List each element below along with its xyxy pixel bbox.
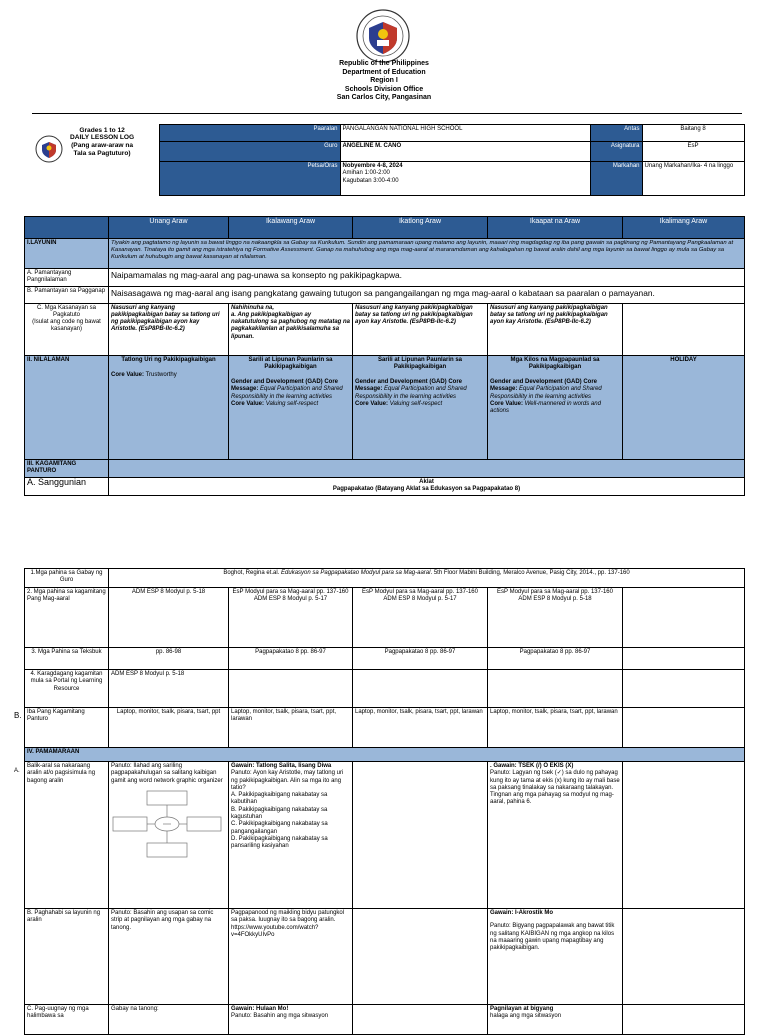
nilalaman-day1-title: Tatlong Uri ng Pakikipagkaibigan	[121, 356, 216, 363]
balik-aral-day1-text: Panuto: Ilahad ang sariling pagpapakahulugan sa salitang kaibigan gamit ang word network graphic organizer	[111, 763, 223, 784]
nilalaman-day1-core-label: Core Value:	[111, 371, 145, 378]
asignatura-label: Asignatura	[590, 142, 642, 162]
paghahabi-day4-text: Panuto: Bigyang pagpapalawak ang bawat titik ng salitang KAIBIGAN ng mga angkop na kilos na maaaring gawin upang mapagtibay ang pakikipagkaibigan.	[490, 923, 615, 952]
pag-uugnay-day4	[488, 1005, 623, 1035]
iba-pang-kagamitan-day1: Laptop, monitor, tsalk, pisara, tsart, ppt	[109, 708, 229, 748]
iba-pang-kagamitan-day5	[623, 708, 745, 748]
header-divider	[32, 113, 742, 114]
balik-aral-day5	[623, 762, 745, 909]
portal-day3	[353, 670, 488, 708]
kasanayan-label: C. Mga Kasanayan sa Pagkatuto (Isulat ang code ng bawat kasanayan)	[25, 303, 109, 355]
balik-aral-day4-text: Panuto: Lagyan ng tsek (✓) sa dulo ng pahayag kung ito ay tama at ekis (x) kung ito ay mali base sa paksang tinalakay sa nakaraang talakayan. Tingnan ang mga pahayag sa modyul ng mag-aaral, pahina 6.	[490, 770, 620, 806]
petsa-cell	[340, 162, 590, 196]
iba-pang-kagamitan-day2: Laptop, monitor, tsalk, pisara, tsart, ppt, larawan	[229, 708, 353, 748]
petsa-amihan: Amihan 1:00-2:00	[342, 170, 390, 177]
iba-pang-kagamitan-label: Iba Pang Kagamitang Panturo	[25, 708, 109, 748]
header-line-4: Schools Division Office	[344, 85, 424, 93]
kagamitang-mag-aaral-day2: EsP Modyul para sa Mag-aaral pp. 137-160 ADM ESP 8 Modyul p. 5-17	[229, 588, 353, 648]
teksbuk-label: 3. Mga Pahina sa Teksbuk	[25, 648, 109, 670]
nilalaman-day3-gad: Gender and Development (GAD) Core Message:	[355, 379, 463, 393]
day-header-blank	[25, 217, 109, 239]
header-line-3: Region I	[370, 77, 398, 85]
paaralan-label: Paaralan	[159, 125, 340, 142]
pag-uugnay-day2-title: Gawain: Hulaan Mo!	[231, 1006, 289, 1012]
pag-uugnay-day3	[353, 1005, 488, 1035]
header-line-1: Republic of the Philippines	[339, 60, 429, 67]
portal-day1: ADM ESP 8 Modyul p. 5-18	[109, 670, 229, 708]
teksbuk-day3: Pagpapakatao 8 pp. 86-97	[353, 648, 488, 670]
title-block-table	[28, 124, 745, 196]
guro-value: ANGELINE M. CANO	[340, 142, 590, 162]
kasanayan-day1: Nasusuri ang kanyang pakikipagkaibigan batay sa tatlong uri ng pakikipagkaibigan ayon kay Aristotle. (EsP8PB-IIc-6.2)	[109, 303, 229, 355]
teksbuk-day2: Pagpapakatao 8 pp. 86-97	[229, 648, 353, 670]
gabay-guro-pub: . 5th Floor Mabini Building, Meralco Avenue, Pasig City, 2014., pp. 137-160	[430, 570, 630, 576]
nilalaman-day3-msg: Equal Participation and Shared Responsibility in the learning activities	[355, 386, 467, 400]
balik-aral-day4-title: . Gawain: TSEK (/) O EKIS (X)	[490, 763, 574, 769]
nilalaman-day3-core: Valuing self-respect	[389, 401, 443, 408]
portal-label: 4. Karagdagang kagamitan mula sa Portal ng Learning Resource	[25, 670, 109, 708]
pag-uugnay-day5	[623, 1005, 745, 1035]
kagamitang-mag-aaral-day1: ADM ESP 8 Modyul p. 5-18	[109, 588, 229, 648]
pag-uugnay-day4-title: Pagnilayan at bigyang	[490, 1006, 554, 1012]
pag-uugnay-label: C. Pag-uugnay ng mga halimbawa sa	[25, 1005, 109, 1035]
nilalaman-day1-core: Trustworthy	[145, 371, 177, 378]
dll-table-part2	[24, 568, 745, 1035]
paghahabi-day3	[353, 909, 488, 1005]
iba-pang-kagamitan-day4: Laptop, monitor, tsalk, pisara, tsart, ppt, larawan	[488, 708, 623, 748]
kagamitang-mag-aaral-label: 2. Mga pahina sa kagamitang Pang Mag-aaral	[25, 588, 109, 648]
paghahabi-day1: Panuto: Basahin ang usapan sa comic strip at pagnilayan ang mga gabay na tanong.	[109, 909, 229, 1005]
word-network-diagram	[111, 789, 223, 859]
gabay-guro-book: Edukasyon sa Pagpapakatao Modyul para sa Mag-aaral	[281, 570, 431, 576]
pag-uugnay-day4-text: halaga ang mga sitwasyon	[490, 1013, 562, 1020]
balik-aral-day3	[353, 762, 488, 909]
aklat-cell	[109, 477, 745, 495]
balik-aral-day1	[109, 762, 229, 909]
dll-table-part1	[24, 216, 745, 496]
nilalaman-day1	[109, 355, 229, 459]
kagamitang-mag-aaral-day3: EsP Modyul para sa Mag-aaral pp. 137-160 ADM ESP 8 Modyul p. 5-17	[353, 588, 488, 648]
paghahabi-label: B. Paghahabi sa layunin ng aralin	[25, 909, 109, 1005]
gabay-guro-text	[109, 569, 745, 588]
sanggunian-label	[25, 477, 109, 495]
kagamitan-label: III. KAGAMITANG PANTURO	[25, 459, 109, 477]
portal-day4	[488, 670, 623, 708]
gabay-guro-label: 1.Mga pahina sa Gabay ng Guro	[25, 569, 109, 588]
portal-day5	[623, 670, 745, 708]
balik-aral-letter: A.	[14, 768, 20, 774]
balik-aral-label: Balik-aral sa nakaraang aralin at/o pagsisimula ng bagong aralin	[25, 762, 109, 909]
balik-aral-day2	[229, 762, 353, 909]
aklat-title: Pagpapakatao (Batayang Aklat sa Edukasyon sa Pagpapakatao 8)	[332, 485, 521, 492]
dll-title: Grades 1 to 12 DAILY LESSON LOG (Pang araw-araw na Tala sa Pagtuturo)	[70, 126, 135, 157]
paaralan-value: PANGALANGAN NATIONAL HIGH SCHOOL	[340, 125, 590, 142]
header-block	[0, 60, 768, 103]
sanggunian-text: A. Sanggunian	[27, 477, 87, 487]
pag-uugnay-day2-text: Panuto: Basahin ang mga sitwasyon	[231, 1013, 329, 1020]
petsa-value: Nobyembre 4-8, 2024	[342, 163, 403, 169]
nilalaman-day4-msg: Equal Participation and Shared Responsibility in the learning activities	[490, 386, 602, 400]
header-line-5: San Carlos City, Pangasinan	[336, 94, 432, 102]
header-line-2: Department of Education	[342, 68, 426, 76]
markahan-value: Unang Markahan/Ika- 4 na linggo	[642, 162, 744, 196]
nilalaman-day3-title: Sarili at Lipunan Paunlarin sa Pakikipagkaibigan	[377, 356, 463, 370]
paghahabi-day5	[623, 909, 745, 1005]
layunin-label: I.LAYUNIN	[25, 239, 109, 269]
pag-uugnay-day2	[229, 1005, 353, 1035]
pamantayan-sa-pagganap-label: B. Pamantayan sa Pagganap	[25, 286, 109, 303]
iba-pang-letter: B.	[14, 711, 22, 720]
petsa-kagubatan: Kagubatan 3:00-4:00	[342, 177, 399, 184]
pamantayang-pangnilalaman-label: A. Pamantayang Pangnilalaman	[25, 269, 109, 287]
nilalaman-day2-core-label: Core Value:	[231, 401, 265, 408]
pamamaraan-label: IV. PAMAMARAAN	[25, 748, 745, 762]
teksbuk-day1: pp. 86-98	[109, 648, 229, 670]
iba-pang-kagamitan-day3: Laptop, monitor, tsalk, pisara, tsart, ppt, larawan	[353, 708, 488, 748]
kagamitang-mag-aaral-day4: EsP Modyul para sa Mag-aaral pp. 137-160 ADM ESP 8 Modyul p. 5-18	[488, 588, 623, 648]
nilalaman-day4	[488, 355, 623, 459]
kasanayan-day3: Nasusuri ang kanyang pakikipagkaibigan batay sa tatlong uri ng pakikipagkaibigan ayon kay Aristotle. (EsP8PB-IIc-6.2)	[353, 303, 488, 355]
nilalaman-day2-msg: Equal Participation and Shared Responsibility in the learning activities	[231, 386, 343, 400]
petsa-label: Petsa/Oras	[159, 162, 340, 196]
portal-day2	[229, 670, 353, 708]
balik-aral-day2-title: Gawain: Tatlong Salita, Iisang Diwa	[231, 763, 332, 769]
nilalaman-day5: HOLIDAY	[623, 355, 745, 459]
nilalaman-day4-gad: Gender and Development (GAD) Core Message:	[490, 379, 598, 393]
nilalaman-day3-core-label: Core Value:	[355, 401, 389, 408]
asignatura-value: EsP	[642, 142, 744, 162]
kagamitan-blank	[109, 459, 745, 477]
day-header-3: Ikatlong Araw	[353, 217, 488, 239]
nilalaman-day4-core: Well-mannered in words and actions	[490, 401, 601, 415]
deped-small-seal-logo	[35, 135, 63, 163]
day-header-2: Ikalawang Araw	[229, 217, 353, 239]
pag-uugnay-day1: Gabay na tanong:	[109, 1005, 229, 1035]
title-cell	[28, 125, 159, 196]
nilalaman-day4-core-label: Core Value:	[490, 401, 524, 408]
teksbuk-day5	[623, 648, 745, 670]
day-header-5: Ikalimang Araw	[623, 217, 745, 239]
gabay-guro-author: Boghot, Regina et.al.	[223, 570, 282, 576]
pamantayan-sa-pagganap-text: Naisasagawa ng mag-aaral ang isang pangkatang gawaing tutugon sa pangangailangan ng mga mag-aaral o kabataan sa paaralan o pamayanan.	[109, 286, 745, 303]
balik-aral-day4	[488, 762, 623, 909]
paghahabi-day2: Pagpapanood ng maikling bidyu patungkol sa paksa. Iuugnay ito sa bagong aralin. https://www.youtube.com/watch?v=4FOkkyUIvPo	[229, 909, 353, 1005]
nilalaman-day2	[229, 355, 353, 459]
nilalaman-day2-gad: Gender and Development (GAD) Core Message:	[231, 379, 339, 393]
nilalaman-day2-title: Sarili at Lipunan Paunlarin sa Pakikipagkaibigan	[248, 356, 333, 370]
day-header-1: Unang Araw	[109, 217, 229, 239]
nilalaman-label: II. NILALAMAN	[25, 355, 109, 459]
layunin-text: Tiyakin ang pagtatamo ng layunin sa bawat linggo na nakaangkla sa Gabay sa Kurikulum. Sundin ang pamamaraan upang matamo ang layunin, maaari ring magdagdag ng iba pang gawain sa paglinang ng Pamantayang Pangkaalaman at Kasanayan. Tinataya ito gamit ang mga istratehiya ng Formative Assessment. Ganap na mahuhubog ang mga mag-aaral at mararamdaman ang kahalagahan ng bawat aralin dahil ang mga layunin sa bawat linggo ay mula sa Gabay sa Kurikulum at huhubugin ang bawat kasanayan at nilalaman.	[109, 239, 745, 269]
antas-value: Baitang 8	[642, 125, 744, 142]
nilalaman-day4-title: Mga Kilos na Magpapaunlad sa Pakikipagkaibigan	[510, 356, 600, 370]
nilalaman-day3	[353, 355, 488, 459]
nilalaman-day2-core: Valuing self-respect	[265, 401, 319, 408]
kasanayan-day4: Nasusuri ang kanyang pakikipagkaibigan batay sa tatlong uri ng pakikipagkaibigan ayon kay Aristotle. (EsP8PB-IIc-6.2)	[488, 303, 623, 355]
kasanayan-day5	[623, 303, 745, 355]
kasanayan-day2: Nahihinuha na, a. Ang pakikipagkaibigan ay nakatutulong sa paghubog ng matatag na pagkakakilanlan at pakikisalamuha sa lipunan.	[229, 303, 353, 355]
pamantayang-pangnilalaman-text: Naipamamalas ng mag-aaral ang pag-unawa sa konsepto ng pakikipagkapwa.	[109, 269, 745, 287]
paghahabi-day4-title: Gawain: I-Akrostik Mo	[490, 910, 554, 916]
guro-label: Guro	[159, 142, 340, 162]
paghahabi-day4	[488, 909, 623, 1005]
kagamitang-mag-aaral-day5	[623, 588, 745, 648]
balik-aral-day2-text: Panuto: Ayon kay Aristotle, may tatlong uri ng pakikipagkaibigan. Alin sa mga ito ang tatio? A. Pakikipagkaibigang nakabatay sa kabutihan B. Pakikipagkaibigang nakabatay sa kagustuhan C. Pakikipagkaibigang nakabatay sa pangangailangan D. Pakikipagkaibigang nakabatay sa pansariling kasiyahan	[231, 770, 344, 850]
antas-label: Antas	[590, 125, 642, 142]
markahan-label: Markahan	[590, 162, 642, 196]
aklat-label: Aklat	[419, 478, 434, 485]
day-header-4: Ikaapat na Araw	[488, 217, 623, 239]
teksbuk-day4: Pagpapakatao 8 pp. 86-97	[488, 648, 623, 670]
deped-seal-logo	[355, 8, 411, 64]
